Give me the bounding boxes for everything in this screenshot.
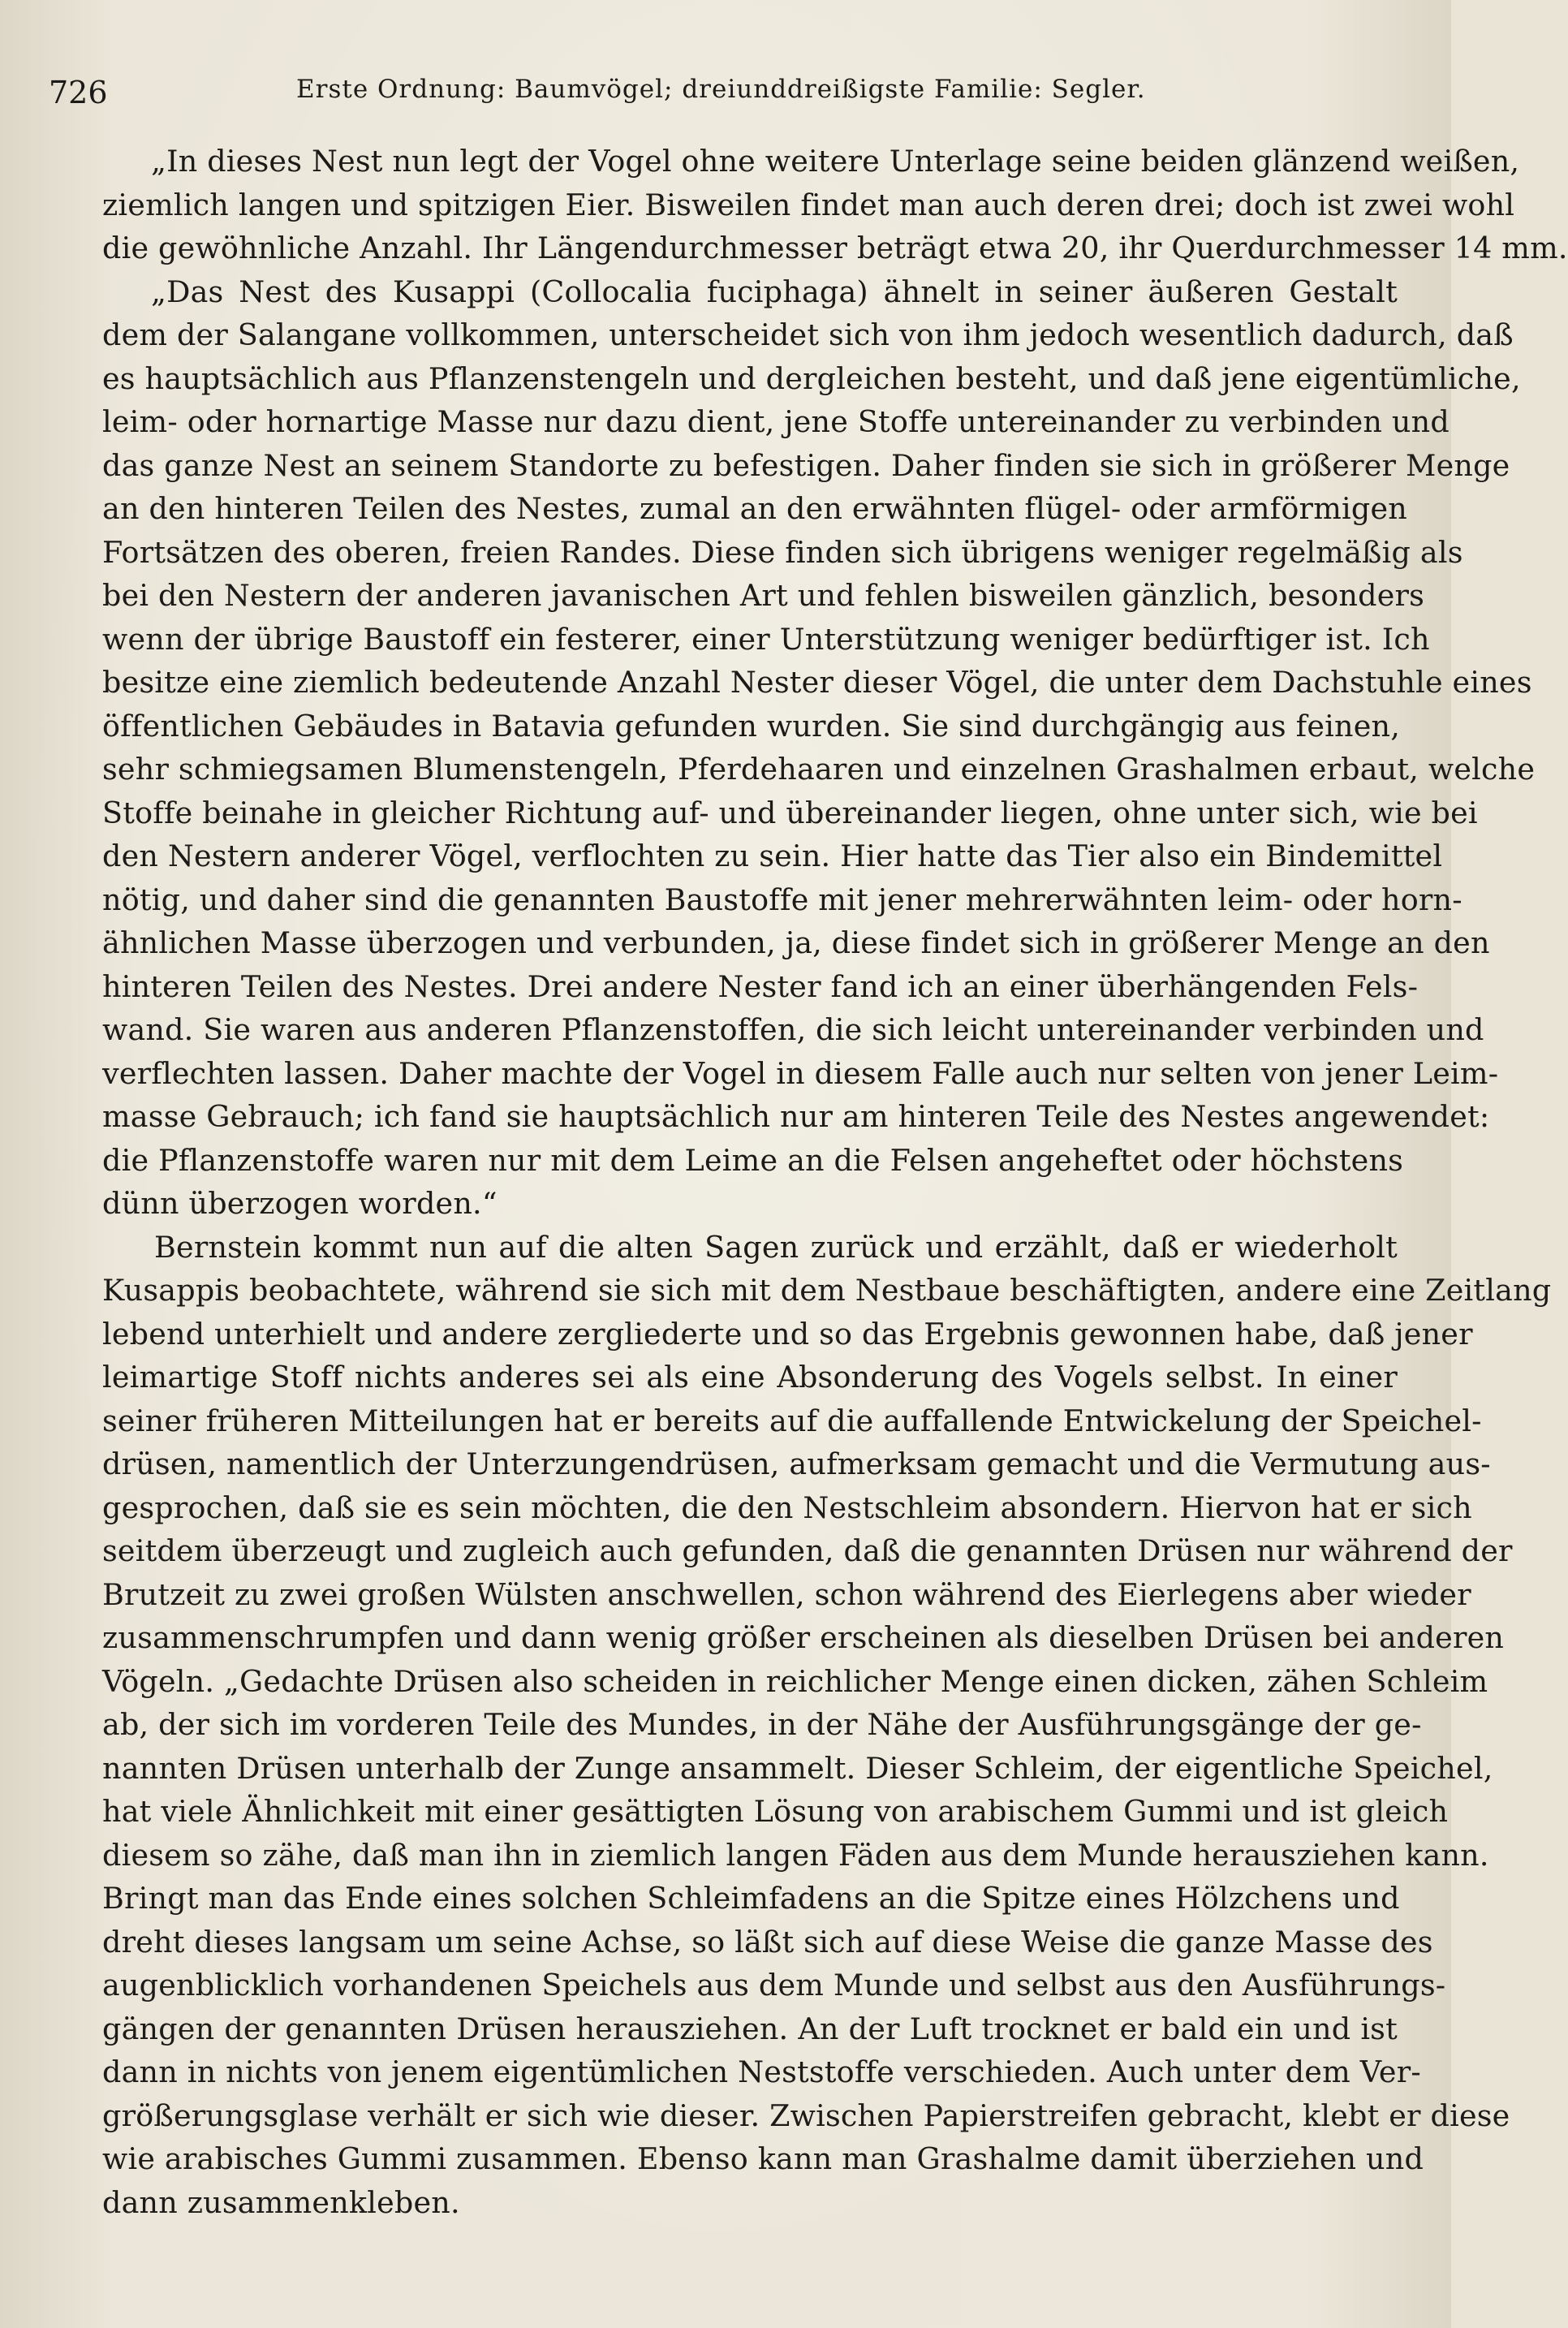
body-text bbox=[50, 140, 1568, 2266]
text-line: Kusappis beobachtete, während sie sich mit dem Nestbaue beschäftigten, andere eine Zeitlang bbox=[102, 1273, 1552, 1308]
text-line: ab, der sich im vorderen Teile des Mundes, in der Nähe der Ausführungsgänge der ge- bbox=[102, 1707, 1422, 1742]
text-line: „In dieses Nest nun legt der Vogel ohne weitere Unterlage seine beiden glänzend weißen, bbox=[151, 144, 1520, 179]
page-header bbox=[49, 75, 1152, 123]
text-line: die Pflanzenstoffe waren nur mit dem Leime an die Felsen angeheftet oder höchstens bbox=[102, 1142, 1404, 1178]
text-line: ziemlich langen und spitzigen Eier. Bisweilen findet man auch deren drei; doch ist zwei wohl bbox=[102, 187, 1515, 222]
text-line: hat viele Ähnlichkeit mit einer gesättigten Lösung von arabischem Gummi und ist gleich bbox=[102, 1794, 1449, 1829]
text-line: dem der Salangane vollkommen, unterscheidet sich von ihm jedoch wesentlich dadurch, daß bbox=[102, 317, 1514, 352]
text-line: leim- oder hornartige Masse nur dazu dient, jene Stoffe untereinander zu verbinden und bbox=[102, 404, 1450, 439]
text-line: Stoffe beinahe in gleicher Richtung auf- und übereinander liegen, ohne unter sich, wie bei bbox=[102, 795, 1478, 830]
text-line: es hauptsächlich aus Pflanzenstengeln und dergleichen besteht, und daß jene eigentümliche, bbox=[102, 360, 1521, 396]
text-line: zusammenschrumpfen und dann wenig größer erscheinen als dieselben Drüsen bei anderen bbox=[102, 1620, 1505, 1655]
text-line: wand. Sie waren aus anderen Pflanzenstoffen, die sich leicht untereinander verbinden und bbox=[102, 1012, 1484, 1047]
text-line: die gewöhnliche Anzahl. Ihr Längendurchmesser beträgt etwa 20, ihr Querdurchmesser 14 mm. bbox=[102, 231, 1568, 265]
paragraph bbox=[50, 140, 1568, 270]
page-number: 726 bbox=[49, 75, 108, 110]
text-line: Bernstein kommt nun auf die alten Sagen zurück und erzählt, daß er wiederholt bbox=[154, 1229, 1398, 1265]
text-line: an den hinteren Teilen des Nestes, zumal an den erwähnten flügel- oder armförmigen bbox=[102, 491, 1407, 526]
text-line: diesem so zähe, daß man ihn in ziemlich langen Fäden aus dem Munde herausziehen kann. bbox=[102, 1837, 1489, 1873]
text-line: gesprochen, daß sie es sein möchten, die den Nestschleim absondern. Hiervon hat er sich bbox=[102, 1489, 1472, 1525]
text-line: dreht dieses langsam um seine Achse, so läßt sich auf diese Weise die ganze Masse des bbox=[102, 1924, 1433, 1959]
text-line: masse Gebrauch; ich fand sie hauptsächlich nur am hinteren Teile des Nestes angewendet: bbox=[102, 1099, 1490, 1134]
text-line: Vögeln. „Gedachte Drüsen also scheiden in reichlicher Menge einen dicken, zähen Schleim bbox=[102, 1663, 1488, 1699]
text-line: sehr schmiegsamen Blumenstengeln, Pferdehaaren und einzelnen Grashalmen erbaut, welche bbox=[102, 752, 1536, 787]
text-line: bei den Nestern der anderen javanischen Art und fehlen bisweilen gänzlich, besonders bbox=[102, 578, 1425, 613]
text-line: besitze eine ziemlich bedeutende Anzahl Nester dieser Vögel, die unter dem Dachstuhle eines bbox=[102, 665, 1532, 700]
text-line: ähnlichen Masse überzogen und verbunden, ja, diese findet sich in größerer Menge an den bbox=[102, 925, 1490, 960]
text-line: Brutzeit zu zwei großen Wülsten anschwellen, schon während des Eierlegens aber wieder bbox=[102, 1576, 1471, 1612]
text-line: „Das Nest des Kusappi (Collocalia fuciphaga) ähnelt in seiner äußeren Gestalt bbox=[151, 274, 1398, 309]
text-line: nötig, und daher sind die genannten Baustoffe mit jener mehrerwähnten leim- oder horn- bbox=[102, 882, 1462, 917]
text-line: den Nestern anderer Vögel, verflochten zu sein. Hier hatte das Tier also ein Bindemittel bbox=[102, 839, 1443, 873]
paragraph bbox=[50, 1226, 1552, 2225]
text-line: seiner früheren Mitteilungen hat er bereits auf die auffallende Entwickelung der Speichel- bbox=[102, 1403, 1482, 1438]
text-line: verflechten lassen. Daher machte der Vogel in diesem Falle auch nur selten von jener Leim- bbox=[102, 1055, 1499, 1091]
text-line: drüsen, namentlich der Unterzungendrüsen, aufmerksam gemacht und die Vermutung aus- bbox=[102, 1446, 1491, 1481]
text-line: gängen der genannten Drüsen herausziehen. An der Luft trocknet er bald ein und ist bbox=[102, 2011, 1398, 2046]
text-line: dünn überzogen worden.“ bbox=[102, 1186, 498, 1221]
text-line: das ganze Nest an seinem Standorte zu befestigen. Daher finden sie sich in größerer Menge bbox=[102, 447, 1510, 483]
text-line: öffentlichen Gebäudes in Batavia gefunden wurden. Sie sind durchgängig aus feinen, bbox=[102, 708, 1401, 744]
text-line: nannten Drüsen unterhalb der Zunge ansammelt. Dieser Schleim, der eigentliche Speichel, bbox=[102, 1750, 1493, 1786]
text-line: seitdem überzeugt und zugleich auch gefunden, daß die genannten Drüsen nur während der bbox=[102, 1533, 1513, 1568]
text-line: dann zusammenkleben. bbox=[102, 2184, 460, 2220]
text-line: Fortsätzen des oberen, freien Randes. Diese finden sich übrigens weniger regelmäßig als bbox=[102, 534, 1463, 570]
text-line: hinteren Teilen des Nestes. Drei andere Nester fand ich an einer überhängenden Fels- bbox=[102, 968, 1419, 1004]
paragraph-container bbox=[50, 140, 1568, 2224]
text-line: wie arabisches Gummi zusammen. Ebenso kann man Grashalme damit überziehen und bbox=[102, 2141, 1424, 2176]
text-line: dann in nichts von jenem eigentümlichen Neststoffe verschieden. Auch unter dem Ver- bbox=[102, 2054, 1421, 2089]
text-line: augenblicklich vorhandenen Speichels aus dem Munde und selbst aus den Ausführungs- bbox=[102, 1968, 1446, 2003]
paragraph bbox=[50, 270, 1536, 1226]
running-title: Erste Ordnung: Baumvögel; dreiunddreißigste Familie: Segler. bbox=[296, 75, 1146, 104]
text-line: wenn der übrige Baustoff ein festerer, einer Unterstützung weniger bedürftiger ist. Ich bbox=[102, 621, 1430, 657]
text-line: größerungsglase verhält er sich wie dieser. Zwischen Papierstreifen gebracht, klebt er diese bbox=[102, 2097, 1510, 2133]
text-line: Bringt man das Ende eines solchen Schleimfadens an die Spitze eines Hölzchens und bbox=[102, 1881, 1400, 1916]
text-line: leimartige Stoff nichts anderes sei als eine Absonderung des Vogels selbst. In einer bbox=[102, 1360, 1398, 1395]
text-line: lebend unterhielt und andere zergliederte und so das Ergebnis gewonnen habe, daß jener bbox=[102, 1316, 1473, 1352]
